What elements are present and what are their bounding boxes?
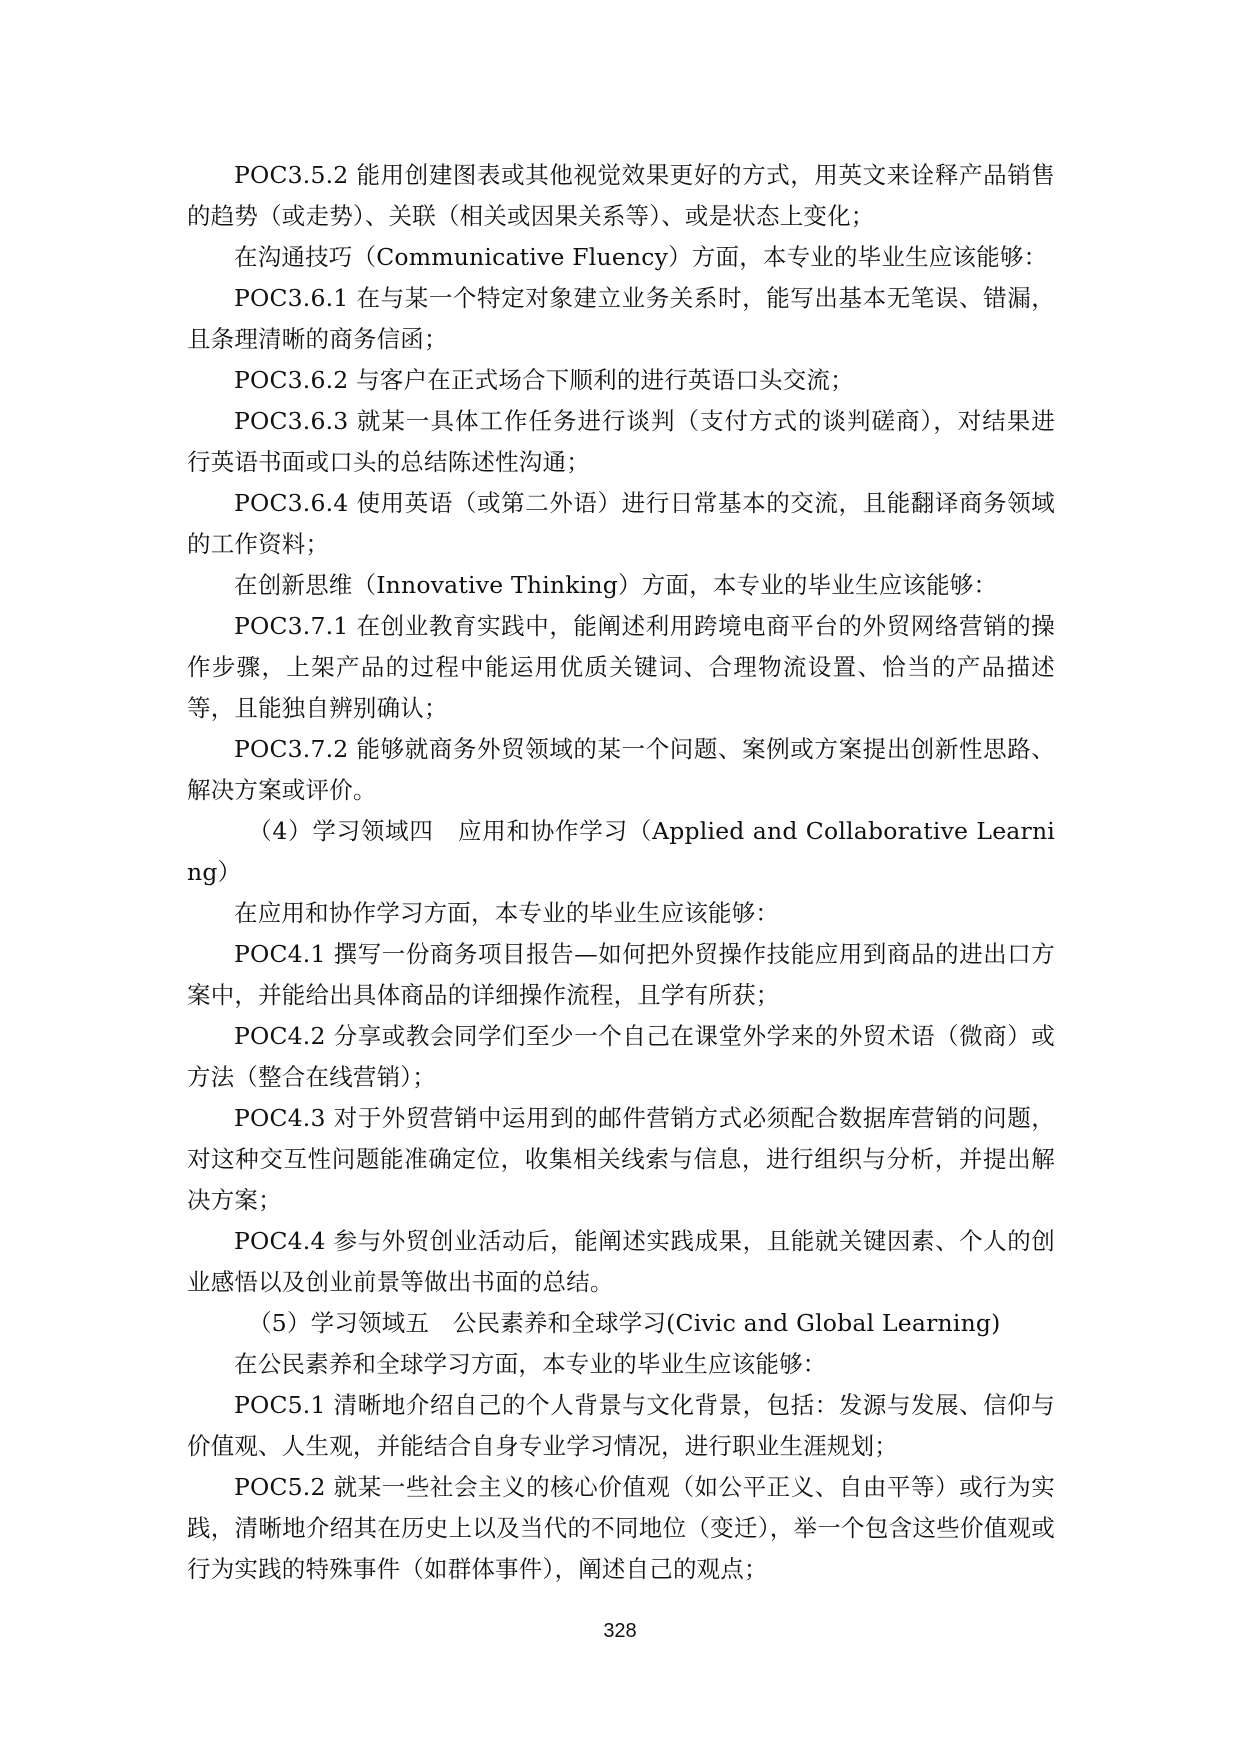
paragraph-poc3-6-1: POC3.6.1 在与某一个特定对象建立业务关系时，能写出基本无笔误、错漏，且条理清晰的商务信函； (187, 284, 1055, 353)
page-number: 328 (603, 1620, 637, 1642)
paragraph-poc4-4: POC4.4 参与外贸创业活动后，能阐述实践成果，且能就关键因素、个人的创业感悟以及创业前景等做出书面的总结。 (187, 1227, 1055, 1296)
paragraph-poc3-6-3: POC3.6.3 就某一具体工作任务进行谈判（支付方式的谈判磋商），对结果进行英语书面或口头的总结陈述性沟通； (187, 407, 1055, 476)
paragraph-poc3-6-4: POC3.6.4 使用英语（或第二外语）进行日常基本的交流，且能翻译商务领域的工作资料； (187, 489, 1055, 558)
paragraph-poc3-7-2: POC3.7.2 能够就商务外贸领域的某一个问题、案例或方案提出创新性思路、解决方案或评价。 (187, 735, 1055, 804)
paragraph-civic-learning-intro: 在公民素养和全球学习方面，本专业的毕业生应该能够： (234, 1350, 827, 1378)
paragraph-poc3-5-2: POC3.5.2 能用创建图表或其他视觉效果更好的方式，用英文来诠释产品销售的趋势（或走势）、关联（相关或因果关系等）、或是状态上变化； (187, 161, 1055, 230)
body-text (187, 155, 1055, 1590)
paragraph-poc5-2: POC5.2 就某一些社会主义的核心价值观（如公平正义、自由平等）或行为实践，清晰地介绍其在历史上以及当代的不同地位（变迁），举一个包含这些价值观或行为实践的特殊事件（如群体事件），阐述自己的观点； (187, 1473, 1055, 1583)
paragraph-poc4-1: POC4.1 撰写一份商务项目报告—如何把外贸操作技能应用到商品的进出口方案中，并能给出具体商品的详细操作流程，且学有所获； (187, 940, 1055, 1009)
paragraph-poc4-3: POC4.3 对于外贸营销中运用到的邮件营销方式必须配合数据库营销的问题，对这种交互性问题能准确定位，收集相关线索与信息，进行组织与分析，并提出解决方案； (187, 1104, 1055, 1214)
section-heading-learning-area-5: （5）学习领域五 公民素养和全球学习(Civic and Global Learning) (248, 1309, 1001, 1337)
paragraph-poc3-6-2: POC3.6.2 与客户在正式场合下顺利的进行英语口头交流； (234, 366, 854, 394)
paragraph-poc3-7-1: POC3.7.1 在创业教育实践中，能阐述利用跨境电商平台的外贸网络营销的操作步骤，上架产品的过程中能运用优质关键词、合理物流设置、恰当的产品描述等，且能独自辨别确认； (187, 612, 1055, 722)
section-heading-learning-area-4: （4）学习领域四 应用和协作学习（Applied and Collaborative Learning） (187, 817, 1055, 886)
paragraph-poc4-2: POC4.2 分享或教会同学们至少一个自己在课堂外学来的外贸术语（微商）或方法（整合在线营销）； (187, 1022, 1055, 1091)
paragraph-poc5-1: POC5.1 清晰地介绍自己的个人背景与文化背景，包括：发源与发展、信仰与价值观、人生观，并能结合自身专业学习情况，进行职业生涯规划； (187, 1391, 1055, 1460)
paragraph-innovative-thinking-intro: 在创新思维（Innovative Thinking）方面，本专业的毕业生应该能够： (234, 571, 998, 599)
paragraph-communicative-fluency-intro: 在沟通技巧（Communicative Fluency）方面，本专业的毕业生应该能够： (234, 243, 1048, 271)
paragraph-applied-learning-intro: 在应用和协作学习方面，本专业的毕业生应该能够： (234, 899, 780, 927)
